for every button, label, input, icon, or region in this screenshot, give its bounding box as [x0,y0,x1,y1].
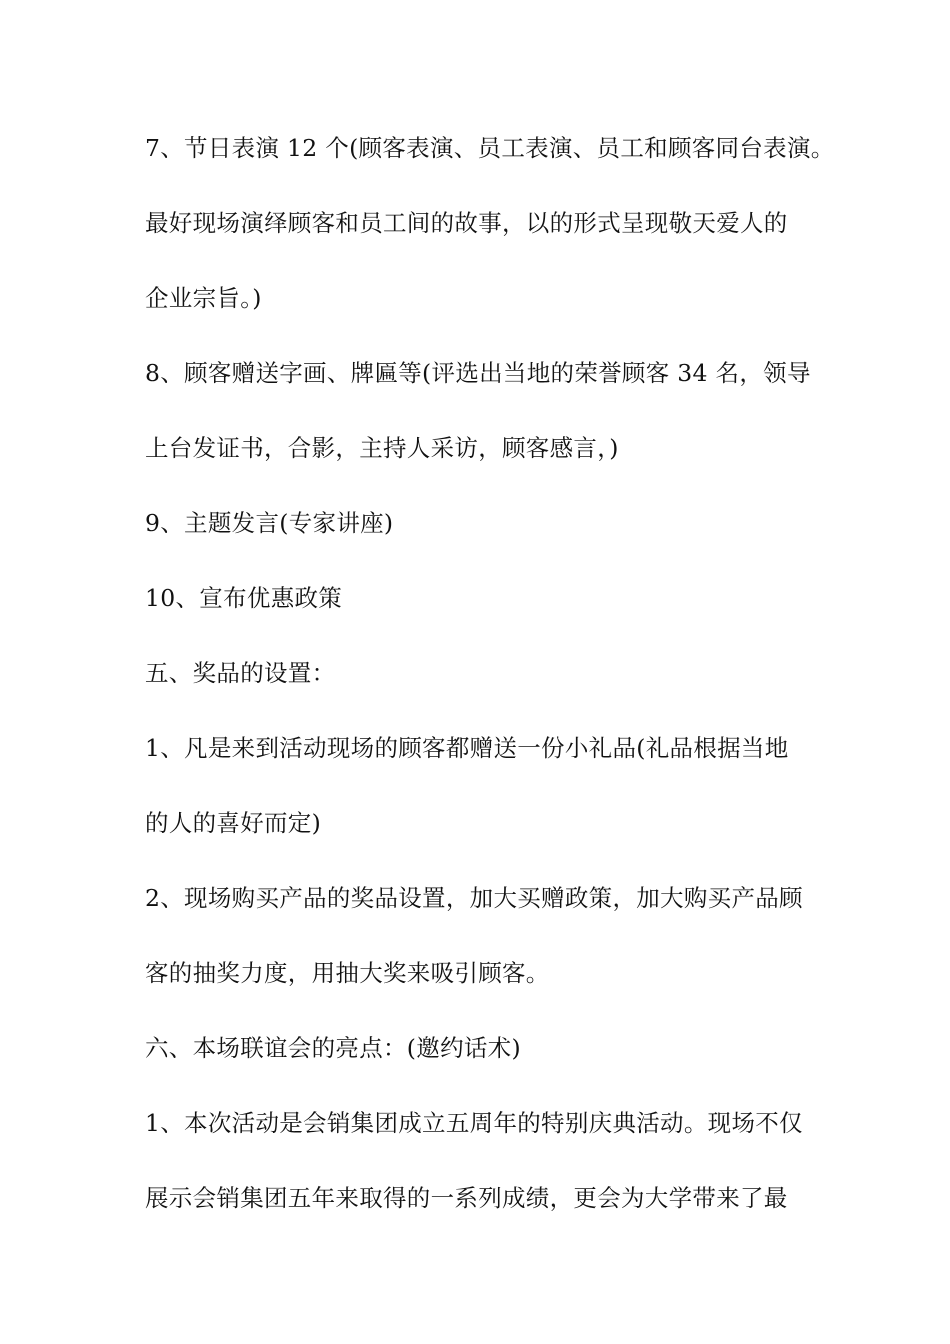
text-line-highlight-1-cont: 展示会销集团五年来取得的一系列成绩，更会为大学带来了最 [145,1184,788,1212]
text-line-prize-1-cont: 的人的喜好而定) [145,809,322,837]
text-line-item-9: 9、主题发言(专家讲座) [145,509,394,537]
text-line-item-8: 8、顾客赠送字画、牌匾等(评选出当地的荣誉顾客 34 名，领导 [145,359,811,387]
text-line-prize-2: 2、现场购买产品的奖品设置，加大买赠政策，加大购买产品顾 [145,884,803,912]
text-line-item-7-cont-2: 企业宗旨。) [145,284,262,312]
section-heading-highlights: 六、本场联谊会的亮点：(邀约话术) [145,1034,521,1062]
text-line-highlight-1: 1、本次活动是会销集团成立五周年的特别庆典活动。现场不仅 [145,1109,803,1137]
text-line-item-7-cont-1: 最好现场演绎顾客和员工间的故事，以的形式呈现敬天爱人的 [145,209,788,237]
text-line-prize-2-cont: 客的抽奖力度，用抽大奖来吸引顾客。 [145,959,550,987]
text-line-item-8-cont: 上台发证书，合影，主持人采访，顾客感言，) [145,434,619,462]
text-line-prize-1: 1、凡是来到活动现场的顾客都赠送一份小礼品(礼品根据当地 [145,734,789,762]
text-line-item-7: 7、节日表演 12 个(顾客表演、员工表演、员工和顾客同台表演。 [145,134,835,162]
text-line-item-10: 10、宣布优惠政策 [145,584,343,612]
section-heading-prizes: 五、奖品的设置： [145,659,336,687]
